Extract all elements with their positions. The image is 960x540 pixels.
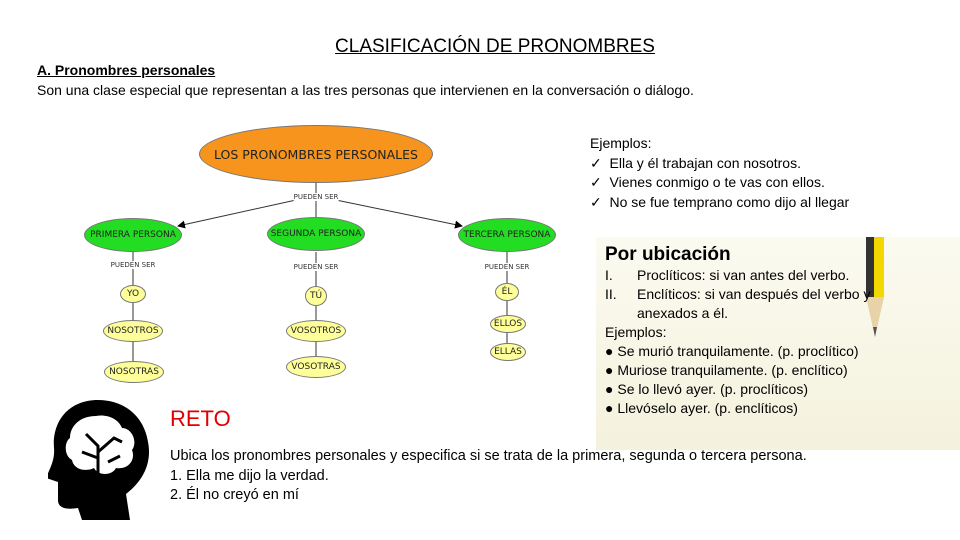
pronoun-node: VOSOTRAS xyxy=(286,356,346,378)
example-item: ● Se murió tranquilamente. (p. proclítico) xyxy=(605,343,859,359)
example-item: ✓ No se fue temprano como dijo al llegar xyxy=(590,193,850,210)
link-label: PUEDEN SER xyxy=(293,193,339,201)
pronoun-node: TÚ xyxy=(305,286,327,306)
concept-primera: PRIMERA PERSONA xyxy=(84,218,182,252)
example-item: ● Muriose tranquilamente. (p. enclítico) xyxy=(605,362,848,378)
reto-item: 2. Él no creyó en mí xyxy=(170,487,299,503)
pronoun-node: ELLAS xyxy=(490,343,526,361)
concept-segunda: SEGUNDA PERSONA xyxy=(267,217,365,251)
pronoun-node: VOSOTROS xyxy=(286,320,346,342)
pronoun-node: ÉL xyxy=(495,283,519,301)
link-label: PUEDEN SER xyxy=(484,263,530,271)
example-item: ✓ Ella y él trabajan con nosotros. xyxy=(590,154,801,171)
examples-block xyxy=(590,134,849,212)
brain-head-icon xyxy=(48,396,154,522)
concept-root: LOS PRONOMBRES PERSONALES xyxy=(199,125,433,183)
concept-tercera: TERCERA PERSONA xyxy=(458,218,556,252)
pronoun-node: ELLOS xyxy=(490,315,526,333)
type-item: II. Enclíticos: si van después del verbo y anexados a él. xyxy=(605,286,871,321)
link-label: PUEDEN SER xyxy=(110,261,156,269)
ubicacion-heading: Por ubicación xyxy=(605,244,731,265)
section-description: Son una clase especial que representan a las tres personas que intervienen en la conversación o diálogo. xyxy=(37,82,694,98)
examples-heading: Ejemplos: xyxy=(590,135,652,151)
pronoun-node: YO xyxy=(120,285,146,303)
example-item: ● Se lo llevó ayer. (p. proclíticos) xyxy=(605,381,808,397)
section-heading: A. Pronombres personales xyxy=(37,62,216,78)
example-item: ✓ Vienes conmigo o te vas con ellos. xyxy=(590,174,825,190)
ubicacion-block xyxy=(605,245,907,418)
reto-instruction: Ubica los pronombres personales y especifica si se trata de la primera, segunda o tercera persona. xyxy=(170,448,807,464)
reto-heading: RETO xyxy=(170,406,231,431)
reto-block xyxy=(170,447,807,506)
reto-item: 1. Ella me dijo la verdad. xyxy=(170,467,329,484)
link-label: PUEDEN SER xyxy=(293,263,339,271)
slide-title: CLASIFICACIÓN DE PRONOMBRES xyxy=(335,36,655,57)
pronoun-node: NOSOTROS xyxy=(103,320,163,342)
examples-heading: Ejemplos: xyxy=(605,324,667,340)
pronoun-node: NOSOTRAS xyxy=(104,361,164,383)
example-item: ● Llevóselo ayer. (p. enclíticos) xyxy=(605,400,798,416)
type-item: I. Proclíticos: si van antes del verbo. xyxy=(605,267,850,283)
